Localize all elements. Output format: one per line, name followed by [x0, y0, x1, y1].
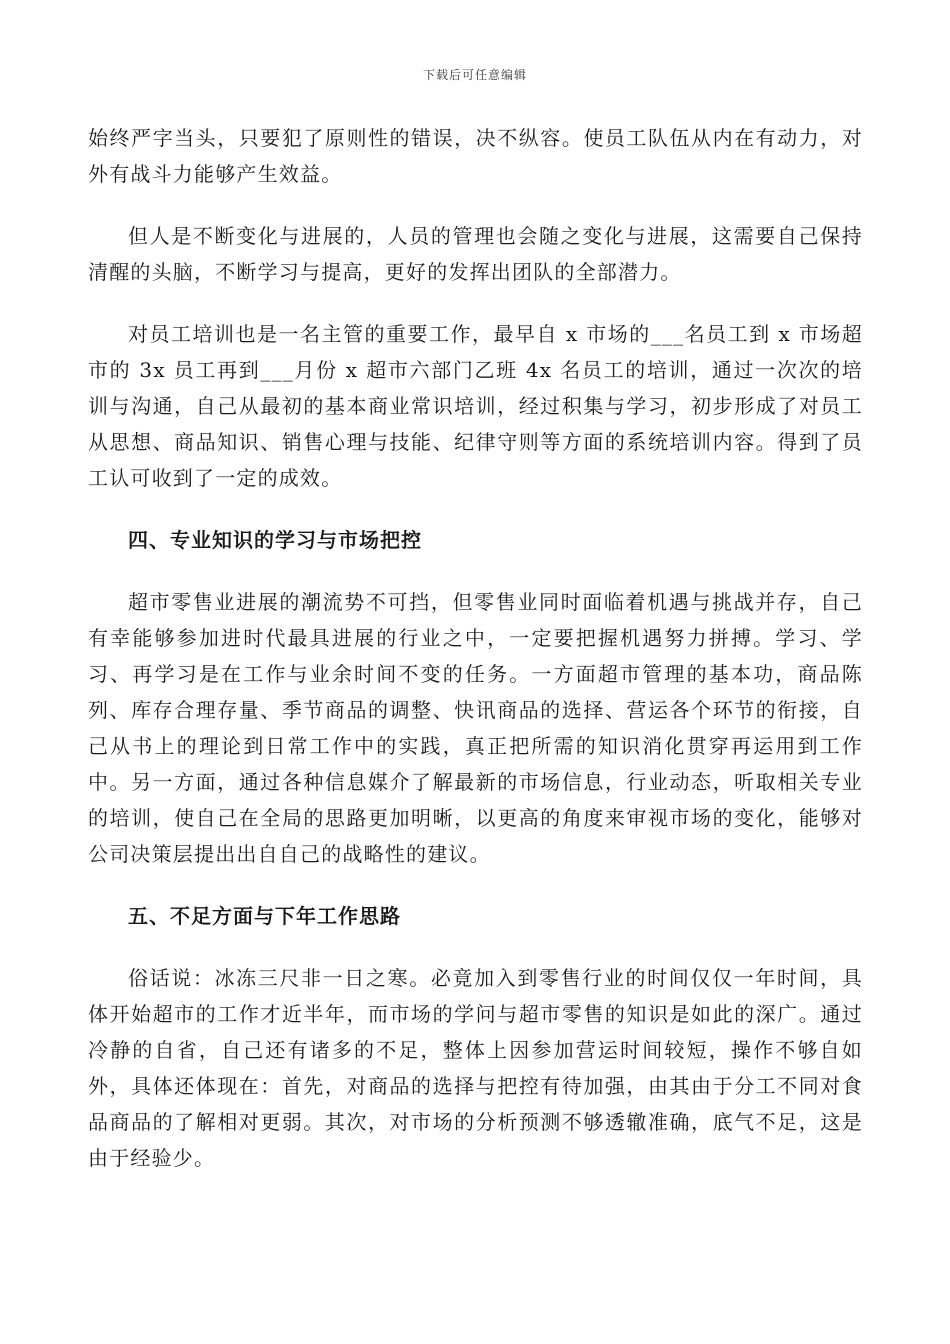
paragraph-team-management: 但人是不断变化与进展的，人员的管理也会随之变化与进展，这需要自己保持清醒的头脑，不断学习与提高，更好的发挥出团队的全部潜力。 — [88, 224, 863, 284]
section-heading-5: 五、不足方面与下年工作思路 — [128, 904, 401, 928]
paragraph-discipline: 始终严字当头，只要犯了原则性的错误，决不纵容。使员工队伍从内在有动力，对外有战斗力能够产生效益。 — [88, 126, 863, 186]
document-body — [88, 120, 863, 1202]
header-note: 下载后可任意编辑 — [422, 68, 527, 82]
section-heading-4: 四、专业知识的学习与市场把控 — [128, 528, 422, 552]
paragraph-shortcomings: 俗话说：冰冻三尺非一日之寒。必竟加入到零售行业的时间仅仅一年时间，具体开始超市的工作才近半年，而市场的学问与超市零售的知识是如此的深广。通过冷静的自省，自己还有诸多的不足，整体上因参加营运时间较短，操作不够自如外，具体还体现在：首先，对商品的选择与把控有待加强，由其由于分工不同对食品商品的了解相对更弱。其次，对市场的分析预测不够透辙准确，底气不足，这是由于经验少。 — [88, 966, 863, 1170]
paragraph-staff-training: 对员工培训也是一名主管的重要工作，最早自 x 市场的___名员工到 x 市场超市的 3x 员工再到___月份 x 超市六部门乙班 4x 名员工的培训，通过一次次的培训与沟通，自己从最初的基本商业常识培训，经过积集与学习，初步形成了对员工从思想、商品知识、销售心理与技能、纪律守则等方面的系统培训内容。得到了员工认可收到了一定的成效。 — [88, 322, 863, 490]
paragraph-professional-learning: 超市零售业进展的潮流势不可挡，但零售业同时面临着机遇与挑战并存，自己有幸能够参加进时代最具进展的行业之中，一定要把握机遇努力拼搏。学习、学习、再学习是在工作与业余时间不变的任务。一方面超市管理的基本功，商品陈列、库存合理存量、季节商品的调整、快讯商品的选择、营运各个环节的衔接，自己从书上的理论到日常工作中的实践，真正把所需的知识消化贯穿再运用到工作中。另一方面，通过各种信息媒介了解最新的市场信息，行业动态，听取相关专业的培训，使自己在全局的思路更加明晰，以更高的角度来审视市场的变化，能够对公司决策层提出出自自己的战略性的建议。 — [88, 590, 863, 866]
